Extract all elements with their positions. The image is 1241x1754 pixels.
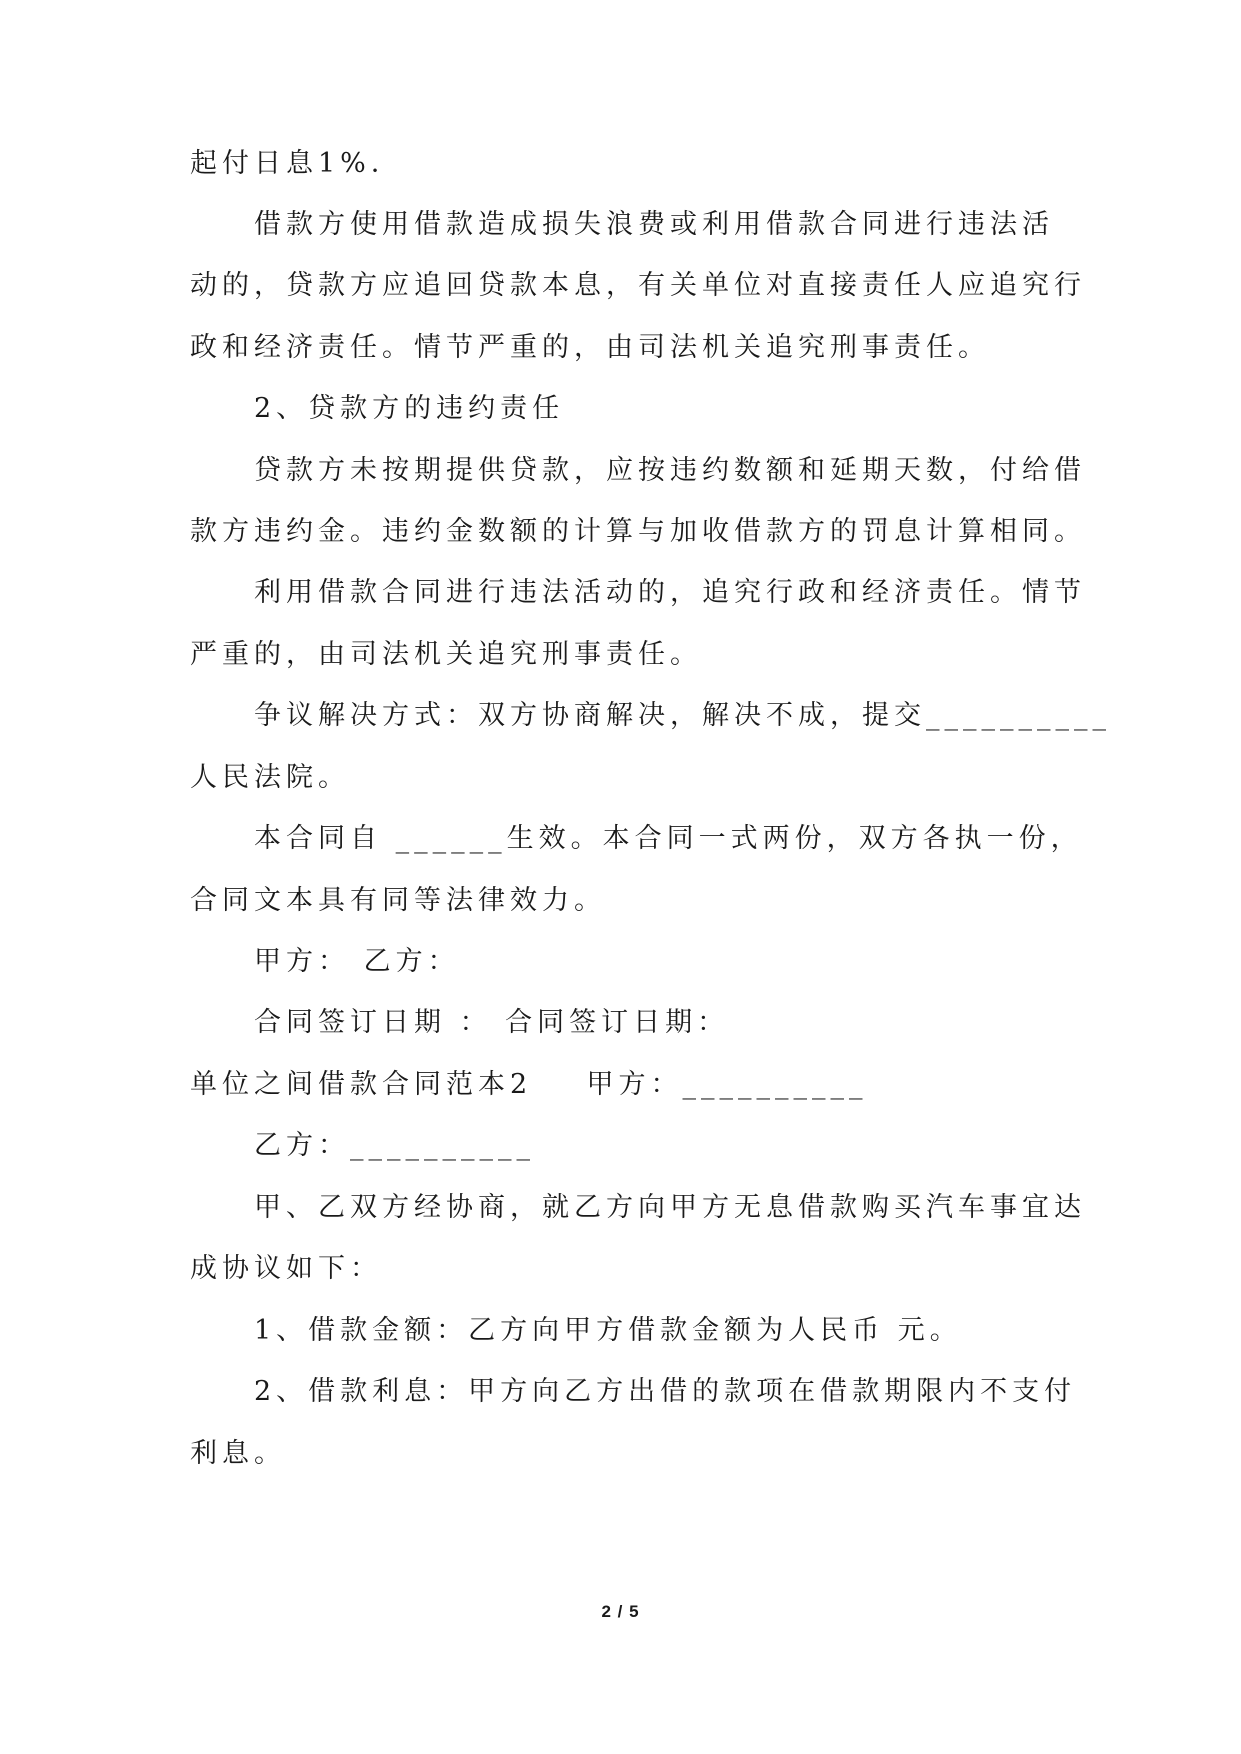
text-line: 利息。 [190,1438,286,1469]
text-line: 借款方使用借款造成损失浪费或利用借款合同进行违法活 [254,209,1054,240]
text-line: 成协议如下： [190,1253,382,1284]
text-line: 争议解决方式：双方协商解决，解决不成，提交__________ [254,700,1111,731]
text-line: 合同文本具有同等法律效力。 [190,885,606,916]
signature-parties: 甲方： 乙方： [254,946,460,977]
text-line: 严重的，由司法机关追究刑事责任。 [190,639,702,670]
text-line: 政和经济责任。情节严重的，由司法机关追究刑事责任。 [190,332,990,363]
section-heading: 2、贷款方的违约责任 [254,393,565,424]
text-line: 人民法院。 [190,762,350,793]
text-line: 甲、乙双方经协商，就乙方向甲方无息借款购买汽车事宜达 [254,1192,1086,1223]
page-number: 2 / 5 [601,1602,640,1621]
text-line: 本合同自 ______生效。本合同一式两份，双方各执一份， [254,823,1083,854]
text-line: 2、借款利息：甲方向乙方出借的款项在借款期限内不支付 [254,1376,1077,1407]
text-line: 贷款方未按期提供贷款，应按违约数额和延期天数，付给借 [254,455,1086,486]
signing-date: 合同签订日期 ： 合同签订日期： [254,1007,730,1038]
text-line: 利用借款合同进行违法活动的，追究行政和经济责任。情节 [254,577,1086,608]
party-b-line: 乙方：__________ [254,1130,535,1161]
text-line: 动的，贷款方应追回贷款本息，有关单位对直接责任人应追究行 [190,270,1086,301]
text-line: 1、借款金额：乙方向甲方借款金额为人民币 元。 [254,1315,962,1346]
text-line: 款方违约金。违约金数额的计算与加收借款方的罚息计算相同。 [190,516,1086,547]
text-line: 起付日息1%． [190,148,403,179]
contract-title: 单位之间借款合同范本2 甲方：__________ [190,1069,868,1100]
